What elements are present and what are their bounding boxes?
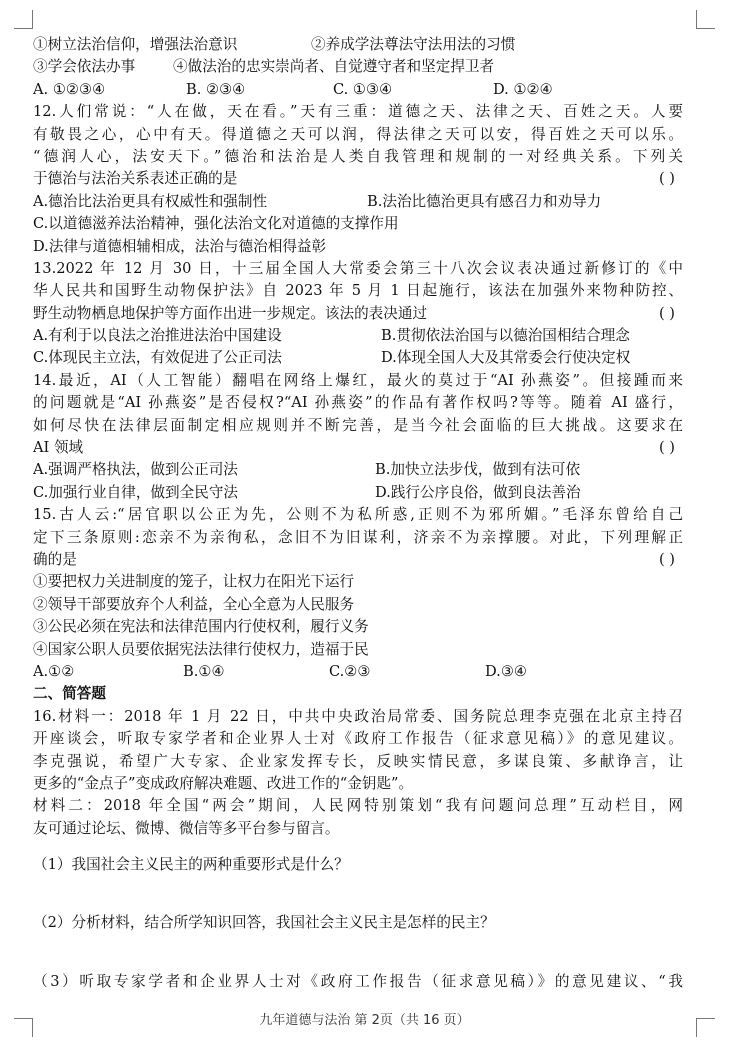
q13-choice-b: B.贯彻依法治国与以德治国相结合理念: [381, 327, 630, 345]
q14-stem-line-4: [33, 437, 683, 459]
q11-statement-1: ①树立法治信仰，增强法治意识: [33, 36, 238, 53]
q14-answer-blank: ( ): [658, 439, 675, 457]
crop-mark-top-left: [14, 10, 33, 29]
q11-options-row-1: [33, 34, 683, 56]
q14-stem-line-2: 的问题就是“AI 孙燕姿”是否侵权?“AI 孙燕姿”的作品有著作权吗?等等。随着 AI 盛行，: [33, 394, 683, 412]
q14-choice-b: B.加快立法步伐，做到有法可依: [375, 461, 581, 479]
q14-stem-line-1: 14.最近，AI（人工智能）翻唱在网络上爆红，最火的莫过于“AI 孙燕姿”。但接踵而来: [33, 371, 683, 389]
q11-options-row-2: [33, 56, 683, 78]
q13-stem-text: 野生动物栖息地保护等方面作出进一步规定。该法的表决通过: [33, 304, 428, 322]
q11-choice-a: A. ①②③④: [33, 80, 106, 98]
section-heading-short-answer: 二、简答题: [33, 685, 106, 703]
q12-stem-line-4: [33, 168, 683, 190]
q14-choices-ab: [33, 459, 683, 481]
q12-stem-text: 于德治与法治关系表述正确的是: [33, 170, 238, 188]
q13-stem-line-3: [33, 303, 683, 325]
q13-choices-cd: [33, 347, 683, 369]
q14-choices-cd: [33, 482, 683, 504]
q12-stem-line-2: 有敬畏之心，心中有天。得道德之天可以润，得法律之天可以安，得百姓之天可以乐。: [33, 125, 683, 143]
q15-answer-blank: ( ): [658, 550, 675, 568]
q14-choice-a: A.强调严格执法，做到公正司法: [33, 461, 238, 479]
q14-stem-text: AI 领域: [33, 439, 84, 457]
q14-stem-line-3: 如何尽快在法律层面制定相应规则并不断完善，是当今社会面临的巨大挑战。这要求在: [33, 416, 683, 434]
q11-choices: [33, 79, 683, 101]
q15-statement-1: ①要把权力关进制度的笼子，让权力在阳光下运行: [33, 573, 355, 591]
q13-choice-a: A.有利于以良法之治推进法治中国建设: [33, 327, 282, 345]
q16-material-1-line-1: 16.材料一：2018 年 1 月 22 日，中共中央政治局常委、国务院总理李克强在北京主持召: [33, 707, 683, 725]
q12-stem-line-3: “德润人心，法安天下。”德治和法治是人类自我管理和规制的一对经典关系。下列关: [33, 147, 683, 165]
q11-choice-c: C. ①③④: [333, 80, 393, 98]
q16-material-2-line-2: 友可通过论坛、微博、微信等多平台参与留言。: [33, 819, 340, 837]
page-footer: 九年道德与法治 第 2页（共 16 页）: [259, 1013, 470, 1028]
q12-choices-ab: [33, 191, 683, 213]
q12-choice-c: C.以道德滋养法治精神，强化法治文化对道德的支撑作用: [33, 215, 399, 233]
q14-choice-d: D.践行公序良俗，做到良法善治: [375, 483, 581, 501]
q16-subquestion-3: （3）听取专家学者和企业界人士对《政府工作报告（征求意见稿）》的意见建议、“我: [33, 972, 683, 990]
q15-choice-b: B.①④: [183, 662, 225, 680]
q13-stem-line-1: 13.2022 年 12 月 30 日，十三届全国人大常委会第三十八次会议表决通过新修订的《中: [33, 259, 683, 277]
q16-material-1-line-4: 更多的“金点子”变成政府解决难题、改进工作的“金钥匙”。: [33, 774, 414, 792]
q15-statement-4: ④国家公职人员要依据宪法法律行使权力，造福于民: [33, 640, 369, 658]
q13-choices-ab: [33, 325, 683, 347]
q12-choice-a: A.德治比法治更具有权威性和强制性: [33, 192, 268, 210]
q16-subquestion-2: （2）分析材料，结合所学知识回答，我国社会主义民主是怎样的民主？: [33, 914, 495, 932]
crop-mark-top-right: [696, 10, 715, 29]
q15-choices: [33, 661, 683, 683]
q15-stem-line-2: 定下三条原则:恋亲不为亲徇私，念旧不为旧谋利，济亲不为亲撑腰。对此，下列理解正: [33, 528, 683, 546]
q12-answer-blank: ( ): [658, 170, 675, 188]
q13-choice-d: D.体现全国人大及其常委会行使决定权: [381, 349, 631, 367]
q13-choice-c: C.体现民主立法，有效促进了公正司法: [33, 349, 282, 367]
q15-stem-text: 确的是: [33, 550, 77, 568]
q16-material-1-line-2: 开座谈会，听取专家学者和企业界人士对《政府工作报告（征求意见稿）》的意见建议。: [33, 730, 683, 748]
q11-statement-3: ③学会依法办事: [33, 58, 136, 76]
q11-statement-4: ④做法治的忠实崇尚者、自觉遵守者和坚定捍卫者: [173, 58, 495, 76]
q16-subquestion-1: （1）我国社会主义民主的两种重要形式是什么？: [33, 856, 349, 874]
q13-stem-line-2: 华人民共和国野生动物保护法》自 2023 年 5 月 1 日起施行，该法在加强外来物种防控、: [33, 282, 683, 300]
q15-stem-line-3: [33, 549, 683, 571]
q11-statement-2: ②养成学法尊法守法用法的习惯: [311, 36, 516, 53]
q15-stem-line-1: 15.古人云:“居官职以公正为先，公则不为私所惑,正则不为邪所媚。”毛泽东曾给自己: [33, 506, 683, 524]
q15-choice-d: D.③④: [485, 662, 527, 680]
q16-material-2-line-1: 材料二：2018 年全国“两会”期间，人民网特别策划“我有问题问总理”互动栏目，网: [33, 797, 683, 815]
q15-statement-2: ②领导干部要放弃个人利益，全心全意为人民服务: [33, 595, 355, 613]
q14-choice-c: C.加强行业自律，做到全民守法: [33, 483, 239, 501]
q15-choice-c: C.②③: [329, 662, 371, 680]
exam-page: [33, 34, 683, 993]
q12-choice-d: D.法律与道德相辅相成，法治与德治相得益彰: [33, 237, 327, 255]
q11-choice-d: D. ①②④: [493, 80, 553, 98]
q11-choice-b: B. ②③④: [186, 80, 246, 98]
q12-choice-b: B.法治比德治更具有感召力和劝导力: [367, 192, 602, 210]
q13-answer-blank: ( ): [658, 304, 675, 322]
q16-material-1-line-3: 李克强说，希望广大专家、企业家发挥专长，反映实情民意，多谋良策、多献诤言，让: [33, 752, 683, 770]
q12-stem-line-1: 12.人们常说：“人在做，天在看。”天有三重：道德之天、法律之天、百姓之天。人要: [33, 103, 683, 121]
q15-choice-a: A.①②: [33, 662, 75, 680]
q15-statement-3: ③公民必须在宪法和法律范围内行使权利，履行义务: [33, 618, 369, 636]
